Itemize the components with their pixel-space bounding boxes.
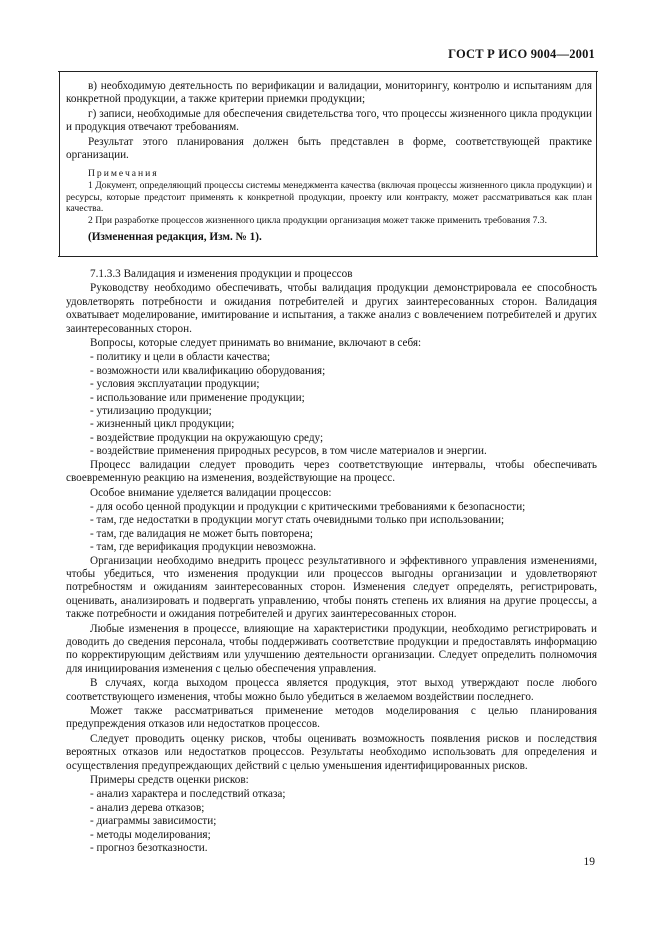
box-top-rule [58, 71, 597, 72]
box-item-v: в) необходимую деятельность по верификации и валидации, мониторингу, контролю и испытаниям для конкретной продукции, а также критерии приемки продукции; [66, 80, 592, 106]
list-item: - прогноз безотказности. [90, 842, 208, 855]
paragraph: Руководству необходимо обеспечивать, чтобы валидация продукции демонстрировала ее способность удовлетворять потребности и ожидания потребителей и других заинтересованных сторон. Валидация охватывает моделирование, имитирование и испытания, а также анализ с вовлечением потребителей и других заинтересованных сторон. [66, 282, 597, 335]
amendment-label: (Измененная редакция, Изм. № 1). [88, 231, 262, 244]
section-title: 7.1.3.3 Валидация и изменения продукции и процессов [90, 268, 353, 280]
paragraph: Организации необходимо внедрить процесс результативного и эффективного управления изменениями, чтобы убедиться, что изменения продукции или процессов выгодны организации и удовлетворяют потребностям и ожиданиям заинтересованных сторон. Изменения следует определять, регистрировать, оценивать, анализировать и подвергать управлению, чтобы понять степень их влияния на другие процессы, а также потребности и ожидания потребителей и других заинтересованных сторон. [66, 554, 597, 621]
list-item: - диаграммы зависимости; [90, 815, 217, 828]
note-2: 2 При разработке процессов жизненного цикла продукции организация может также применить требования 7.3. [88, 214, 547, 226]
page-number: 19 [583, 856, 595, 868]
list-item: - анализ характера и последствий отказа; [90, 788, 286, 801]
list-item: - воздействие применения природных ресурсов, в том числе материалов и энергии. [90, 445, 487, 458]
paragraph: Вопросы, которые следует принимать во внимание, включают в себя: [90, 337, 422, 350]
list-item: - там, где недостатки в продукции могут стать очевидными только при использовании; [90, 514, 505, 527]
main-text [66, 268, 597, 855]
list-item: - политику и цели в области качества; [90, 351, 271, 364]
list-item: - для особо ценной продукции и продукции с критическими требованиями к безопасности; [90, 500, 526, 513]
paragraph: Следует проводить оценку рисков, чтобы оценивать возможность появления рисков и последствия вероятных отказов или недостатков процессов. Результаты необходимо использовать для определения и осуществления предупреждающих действий с целью уменьшения идентифицированных рисков. [66, 732, 597, 772]
note-1: 1 Документ, определяющий процессы системы менеджмента качества (включая процессы жизненного цикла продукции) и ресурсы, которые предстоит применять к конкретной продукции, проекту или контракту, может рассматриваться как план качества. [66, 180, 592, 215]
box-bottom-rule [58, 256, 597, 257]
box-planning-result: Результат этого планирования должен быть представлен в форме, соответствующей практике организации. [66, 135, 592, 162]
list-item: - условия эксплуатации продукции; [90, 378, 260, 391]
list-item: - использование или применение продукции; [90, 391, 305, 404]
amendment-box [59, 71, 597, 257]
list-item: - возможности или квалификацию оборудования; [90, 364, 326, 377]
document-header: ГОСТ Р ИСО 9004—2001 [448, 47, 595, 61]
paragraph: Процесс валидации следует проводить через соответствующие интервалы, чтобы обеспечивать своевременную реакцию на изменения, воздействующие на процесс. [66, 458, 597, 485]
list-item: - анализ дерева отказов; [90, 801, 205, 814]
notes-heading: Примечания [88, 168, 159, 180]
list-item: - там, где верификация продукции невозможна. [90, 541, 317, 554]
risk-tools-list [66, 788, 597, 855]
paragraph: Особое внимание уделяется валидации процессов: [90, 486, 332, 499]
paragraph: В случаях, когда выходом процесса является продукция, этот выход утверждают после любого соответствующего изменения, чтобы можно было убедиться в желаемом воздействии последнего. [66, 677, 597, 703]
list-item: - жизненный цикл продукции; [90, 418, 235, 431]
list-item: - утилизацию продукции; [90, 405, 212, 418]
list-item: - методы моделирования; [90, 828, 211, 841]
paragraph: Может также рассматриваться применение методов моделирования с целью планирования предупреждения отказов или недостатков процессов. [66, 705, 597, 731]
list-item: - там, где валидация не может быть повторена; [90, 527, 313, 540]
box-item-g: г) записи, необходимые для обеспечения свидетельства того, что процессы жизненного цикла продукции и продукция отвечают требованиям. [66, 107, 592, 134]
process-validation-list [66, 501, 597, 555]
paragraph: Любые изменения в процессе, влияющие на характеристики продукции, необходимо регистрировать и доводить до сведения персонала, чтобы поддерживать соответствие продукции и предоставлять информацию по корректирующим действиям или улучшению деятельности организации. Следует определить полномочия для инициирования изменения с целью обеспечения управления. [66, 622, 597, 675]
paragraph: Примеры средств оценки рисков: [90, 774, 249, 787]
list-item: - воздействие продукции на окружающую среду; [90, 431, 324, 444]
considerations-list [66, 351, 597, 458]
